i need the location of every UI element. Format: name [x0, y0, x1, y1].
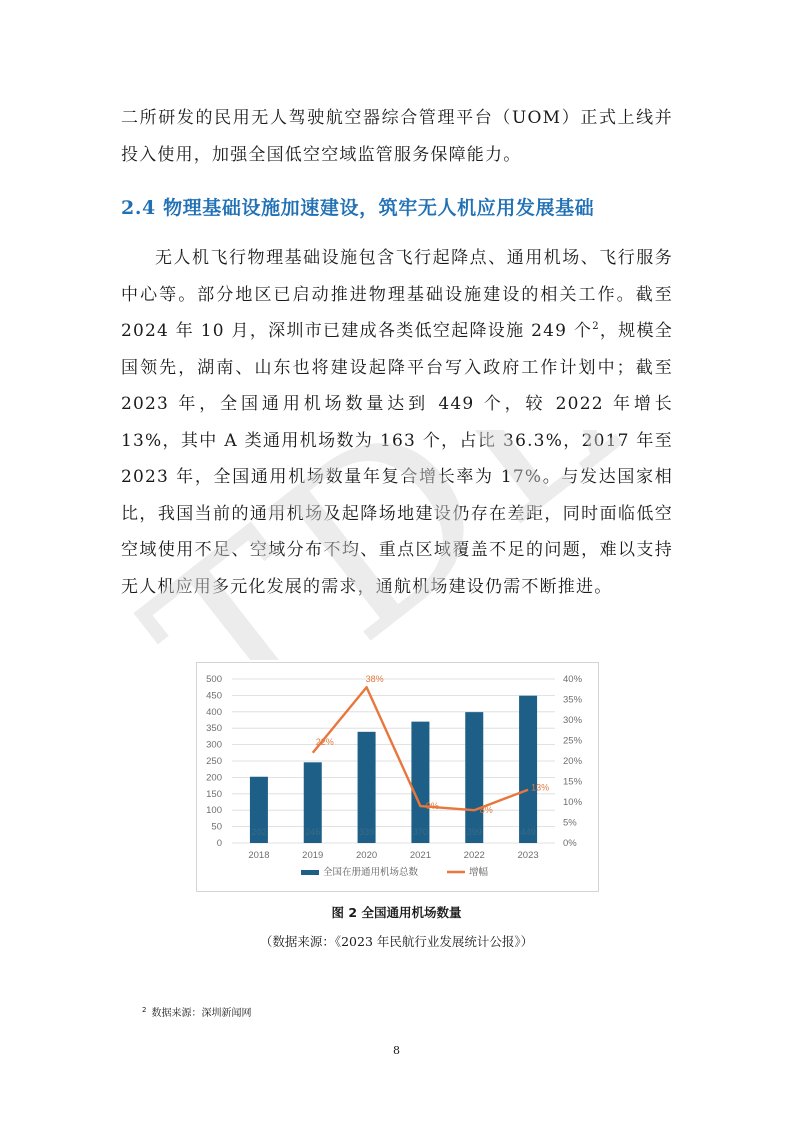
bar-data-label: 202	[251, 827, 267, 837]
figure-title: 图 2 全国通用机场数量	[331, 905, 462, 920]
left-tick-label: 100	[206, 805, 222, 817]
left-tick-label: 350	[206, 723, 222, 735]
x-tick-label: 2021	[409, 850, 431, 861]
right-tick-label: 10%	[563, 797, 583, 808]
left-tick-label: 300	[206, 739, 222, 751]
right-tick-label: 20%	[563, 756, 583, 767]
footnote-text: 数据来源：深圳新闻网	[151, 1008, 252, 1019]
bar-data-label: 246	[305, 827, 321, 837]
right-tick-label: 15%	[563, 776, 583, 788]
footnote	[142, 1004, 251, 1019]
right-tick-label: 30%	[563, 715, 583, 726]
section-heading: 2.4 物理基础设施加速建设，筑牢无人机应用发展基础	[121, 197, 595, 219]
left-tick-label: 200	[206, 772, 222, 784]
intro-paragraph: 二所研发的民用无人驾驶航空器综合管理平台（UOM）正式上线并投入使用，加强全国低空空域监管服务保障能力。	[121, 108, 673, 165]
bar	[411, 722, 429, 843]
page-number: 8	[393, 1044, 400, 1057]
right-tick-label: 0%	[563, 838, 577, 849]
line-data-label: 9%	[425, 801, 439, 812]
bar-data-label: 339	[359, 827, 375, 837]
line-data-label: 38%	[365, 674, 384, 685]
x-tick-label: 2023	[517, 850, 539, 861]
bar	[519, 696, 537, 843]
footnote-number: 2	[142, 1005, 147, 1014]
right-tick-label: 35%	[563, 694, 583, 706]
left-tick-label: 150	[206, 788, 222, 800]
legend-bar-swatch	[301, 870, 319, 875]
body-paragraph	[121, 240, 673, 605]
bar	[465, 712, 483, 843]
bar-data-label: 449	[520, 827, 536, 837]
left-tick-label: 450	[206, 690, 222, 702]
footnote-ref: 2	[592, 321, 600, 332]
line-data-label: 22%	[315, 736, 334, 747]
legend-bar-label: 全国在册通用机场总数	[323, 867, 419, 878]
x-tick-label: 2022	[463, 850, 485, 861]
body-paragraph-part-2: ，规模全国领先，湖南、山东也将建设起降平台写入政府工作计划中；截至 2023 年，全国通用机场数量达到 449 个，较 2022 年增长 13%，其中 A 类通用机场数为 163 个，占比 36.3%，2017 年至 2023 年，全国通用机场数量年复合增长率为 17%。与发达国家相比，我国当前的通用机场及起降场地建设仍存在差距，同时面临低空空域使用不足、空域分布不均、重点区域覆盖不足的问题，难以支持无人机应用多元化发展的需求，通航机场建设仍需不断推进。	[121, 321, 673, 597]
x-tick-label: 2018	[248, 850, 270, 861]
x-tick-label: 2020	[356, 850, 378, 861]
legend-line-label: 增幅	[469, 867, 489, 878]
bar-data-label: 370	[412, 827, 428, 837]
chart-svg	[197, 663, 600, 893]
right-tick-label: 5%	[563, 817, 577, 829]
figure-source: （数据来源：《2023 年民航行业发展统计公报》）	[259, 934, 534, 949]
right-tick-label: 40%	[563, 674, 583, 685]
right-tick-label: 25%	[563, 735, 583, 747]
left-tick-label: 0	[216, 838, 222, 849]
body-paragraph-part-1: 无人机飞行物理基础设施包含飞行起降点、通用机场、飞行服务中心等。部分地区已启动推进物理基础设施建设的相关工作。截至 2024 年 10 月，深圳市已建成各类低空起降设施 249 个	[121, 248, 673, 341]
left-tick-label: 400	[206, 706, 222, 718]
left-tick-label: 250	[206, 756, 222, 767]
x-tick-label: 2019	[302, 850, 324, 861]
bar-data-label: 399	[466, 827, 482, 837]
left-tick-label: 50	[211, 821, 222, 833]
line-data-label: 8%	[479, 805, 493, 816]
line-data-label: 13%	[531, 782, 550, 793]
airport-count-chart	[196, 662, 599, 892]
left-tick-label: 500	[206, 674, 222, 685]
